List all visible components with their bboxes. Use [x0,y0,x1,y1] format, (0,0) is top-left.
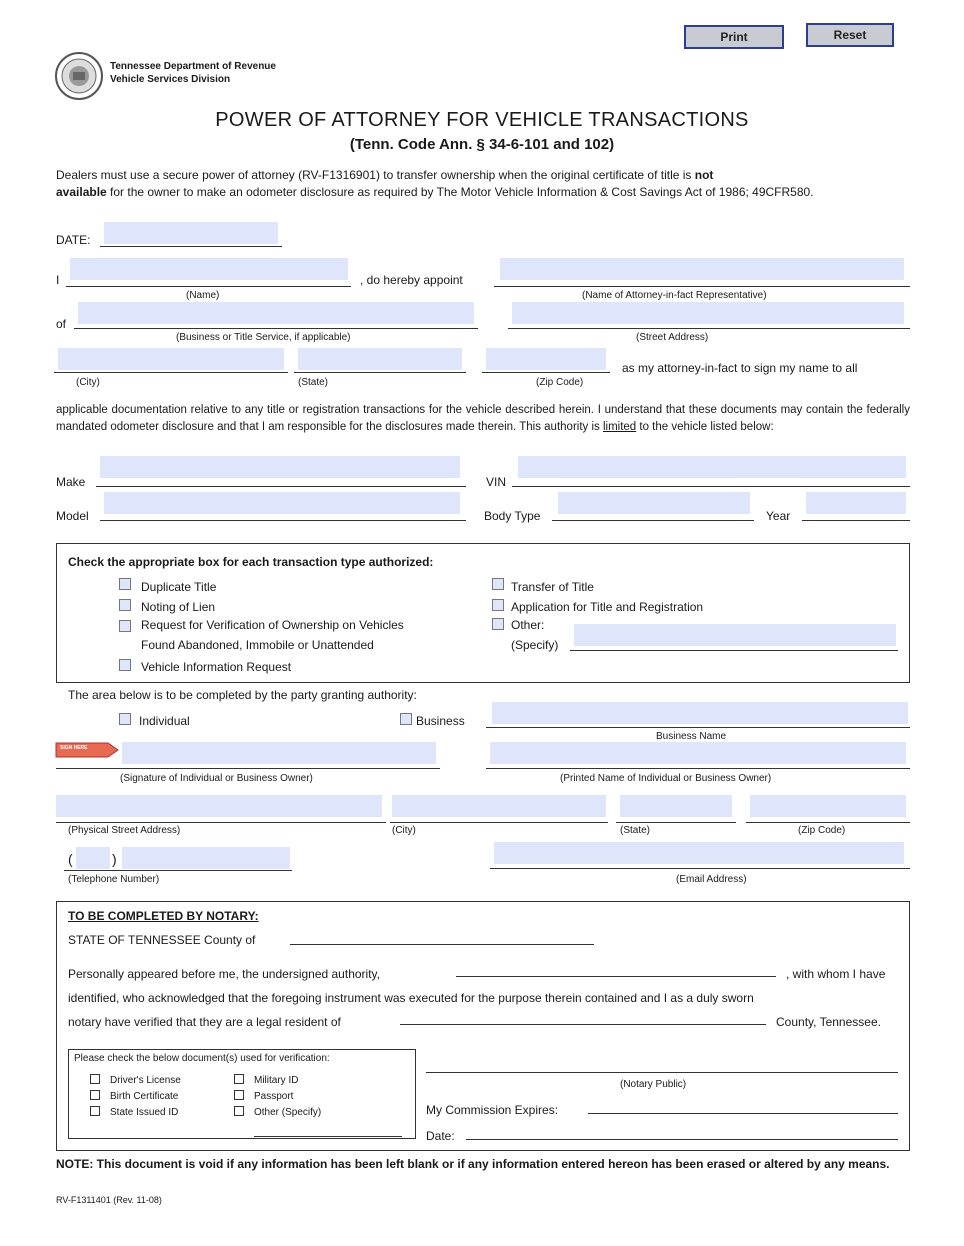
noting-lien-label: Noting of Lien [141,600,216,614]
transaction-heading: Check the appropriate box for each transaction type authorized: [68,555,434,569]
tennessee-seal-icon [55,52,103,100]
drivers-license-label: Driver's License [110,1075,181,1086]
state-county-label: STATE OF TENNESSEE County of [68,933,256,947]
business-name-caption: Business Name [656,731,727,742]
individual-label: Individual [139,714,190,728]
notary-heading: TO BE COMPLETED BY NOTARY: [68,909,259,923]
passport-label: Passport [254,1091,294,1102]
reset-button[interactable]: Reset [806,23,894,47]
grantor-city-caption: (City) [392,825,416,836]
application-label: Application for Title and Registration [511,600,704,614]
docs-heading: Please check the below document(s) used for verification: [74,1053,330,1064]
with-whom-text: , with whom I have [786,967,886,981]
of-label: of [56,317,67,331]
physical-street-input[interactable] [56,795,382,817]
application-checkbox[interactable] [492,599,504,611]
personally-appeared-text: Personally appeared before me, the undersigned authority, [68,967,380,981]
other-specify-label: Other (Specify) [254,1107,322,1118]
commission-expires-label: My Commission Expires: [426,1103,559,1117]
grantor-state-input[interactable] [620,795,732,817]
state-input[interactable] [298,348,462,370]
other-checkbox[interactable] [492,618,504,630]
street-address-input[interactable] [512,302,904,324]
birth-certificate-checkbox[interactable] [90,1090,100,1100]
identified-text: identified, who acknowledged that the foregoing instrument was executed for the purpose therein contained and I as a duly sworn [68,991,754,1005]
name-caption: (Name) [186,290,220,301]
page-subtitle: (Tenn. Code Ann. § 34-6-101 and 102) [349,136,615,153]
notary-have-text: notary have verified that they are a legal resident of [68,1015,341,1029]
year-input[interactable] [806,492,906,514]
zip-caption: (Zip Code) [536,377,584,388]
date-input[interactable] [104,222,278,244]
attorney-in-fact-text: as my attorney-in-fact to sign my name to all [622,361,858,375]
print-button[interactable]: Print [684,25,784,49]
i-label: I [56,273,60,287]
military-id-label: Military ID [254,1075,299,1086]
area-code-input[interactable] [76,847,110,869]
individual-checkbox[interactable] [119,713,131,725]
city-caption: (City) [76,377,100,388]
form-id: RV-F1311401 (Rev. 11-08) [56,1195,162,1205]
state-id-checkbox[interactable] [90,1106,100,1116]
notary-date-label: Date: [426,1129,455,1143]
grantor-city-input[interactable] [392,795,606,817]
county-tennessee-text: County, Tennessee. [776,1015,881,1029]
physical-street-caption: (Physical Street Address) [68,825,181,836]
business-input[interactable] [78,302,474,324]
verification-label-2: Found Abandoned, Immobile or Unattended [141,638,374,652]
duplicate-title-checkbox[interactable] [119,578,131,590]
other-specify-input[interactable] [574,624,896,646]
year-label: Year [766,509,791,523]
printed-name-input[interactable] [490,742,906,764]
agency-division: Vehicle Services Division [110,74,231,85]
drivers-license-checkbox[interactable] [90,1074,100,1084]
telephone-input[interactable] [122,847,290,869]
intro-paragraph: Dealers must use a secure power of attorney (RV-F1316901) to transfer ownership when the original certificate of title is not available for the owner to make an odometer disclosure as required by The Motor Vehicle Information & Cost Savings Act of 1986; 49CFR580. [56,168,814,199]
email-input[interactable] [494,842,904,864]
signature-input[interactable] [122,742,436,764]
other-specify-checkbox[interactable] [234,1106,244,1116]
street-caption: (Street Address) [636,332,709,343]
state-caption: (State) [298,377,329,388]
state-id-label: State Issued ID [110,1107,179,1118]
body-type-input[interactable] [558,492,750,514]
vin-label: VIN [486,475,507,489]
vin-input[interactable] [518,456,906,478]
vehicle-info-label: Vehicle Information Request [141,660,292,674]
grantor-zip-input[interactable] [750,795,906,817]
grantor-state-caption: (State) [620,825,651,836]
sign-here-flag-icon [54,742,120,758]
signature-caption: (Signature of Individual or Business Owner) [120,773,313,784]
other-label: Other: [511,618,545,632]
birth-certificate-label: Birth Certificate [110,1091,179,1102]
grantor-zip-caption: (Zip Code) [798,825,846,836]
model-input[interactable] [104,492,460,514]
duplicate-title-label: Duplicate Title [141,580,217,594]
zip-input[interactable] [486,348,606,370]
phone-open-paren: ( [68,851,73,867]
attorney-name-caption: (Name of Attorney-in-fact Representative) [582,290,767,301]
passport-checkbox[interactable] [234,1090,244,1100]
verification-label-1: Request for Verification of Ownership on Vehicles [141,618,404,632]
city-input[interactable] [58,348,284,370]
body-type-label: Body Type [484,509,541,523]
name-input[interactable] [70,258,348,280]
authority-paragraph: applicable documentation relative to any title or registration transactions for the vehicle described herein. I understand that these documents may contain the federally mandated odometer disclosure and that I am responsible for the disclosures made therein. This authority is limited to the vehicle listed below: [56,404,910,433]
telephone-caption: (Telephone Number) [68,874,160,885]
appoint-label: , do hereby appoint [360,273,463,287]
make-label: Make [56,475,86,489]
vehicle-info-checkbox[interactable] [119,659,131,671]
phone-close-paren: ) [112,851,117,867]
granting-heading: The area below is to be completed by the party granting authority: [68,688,417,702]
notary-public-caption: (Notary Public) [620,1079,687,1090]
military-id-checkbox[interactable] [234,1074,244,1084]
page-title: POWER OF ATTORNEY FOR VEHICLE TRANSACTIONS [215,109,749,131]
email-caption: (Email Address) [676,874,747,885]
specify-label: (Specify) [511,638,559,652]
attorney-name-input[interactable] [500,258,904,280]
transfer-title-label: Transfer of Title [511,580,594,594]
model-label: Model [56,509,89,523]
business-caption: (Business or Title Service, if applicable) [176,332,351,343]
date-label: DATE: [56,233,91,247]
make-input[interactable] [100,456,460,478]
footer-note: NOTE: This document is void if any information has been left blank or if any information entered hereon has been erased or altered by any means. [56,1157,890,1171]
noting-lien-checkbox[interactable] [119,599,131,611]
business-name-input[interactable] [492,702,908,724]
printed-name-caption: (Printed Name of Individual or Business Owner) [560,773,772,784]
transfer-title-checkbox[interactable] [492,578,504,590]
sign-here-text: SIGN HERE [60,745,88,751]
verification-checkbox[interactable] [119,620,131,632]
agency-name: Tennessee Department of Revenue [110,61,276,72]
business-label: Business [416,714,465,728]
business-checkbox[interactable] [400,713,412,725]
